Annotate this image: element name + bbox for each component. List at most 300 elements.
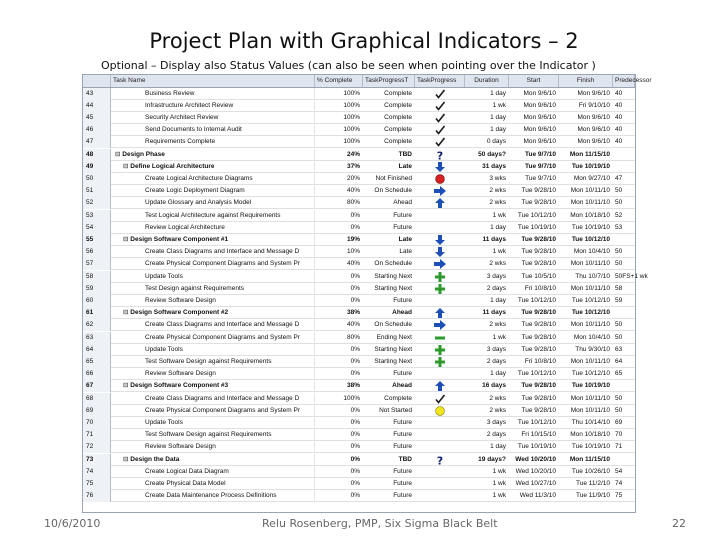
finish-date: Mon 10/11/10 <box>570 406 610 414</box>
collapse-toggle[interactable]: ⊟ <box>123 162 131 170</box>
row-id[interactable]: 73 <box>83 454 111 466</box>
pct-complete: 0% <box>350 467 360 475</box>
start-date: Tue 10/19/10 <box>517 223 556 231</box>
task-name: Create Class Diagrams and Interface and Message D <box>145 321 300 329</box>
plus-icon <box>415 271 465 283</box>
pct-complete: 0% <box>350 272 360 280</box>
duration: 2 wks <box>489 199 506 207</box>
status-text: Starting Next <box>374 272 412 280</box>
pct-complete: 37% <box>346 162 360 170</box>
task-name-cell[interactable] <box>111 283 315 295</box>
row-id[interactable]: 47 <box>83 136 111 148</box>
check-icon <box>415 88 465 100</box>
start-date: Tue 9/28/10 <box>521 260 556 268</box>
row-id[interactable]: 71 <box>83 429 111 441</box>
row-id[interactable]: 67 <box>83 380 111 392</box>
task-name-cell[interactable] <box>111 478 315 490</box>
task-name-cell[interactable] <box>111 234 315 246</box>
status-text: Ahead <box>392 382 412 390</box>
finish-date: Tue 10/19/10 <box>571 223 610 231</box>
status-text: On Schedule <box>374 260 412 268</box>
status-text: Complete <box>384 113 412 121</box>
row-id[interactable]: 55 <box>83 234 111 246</box>
down-arrow-icon <box>415 246 465 258</box>
row-id[interactable]: 51 <box>83 185 111 197</box>
pct-complete: 0% <box>350 345 360 353</box>
pct-complete: 0% <box>350 455 360 463</box>
summary-task-row[interactable] <box>83 307 635 319</box>
predecessor: 50FS+1 wk <box>615 272 648 280</box>
task-name: Design the Data <box>130 455 180 463</box>
task-row[interactable] <box>83 258 635 270</box>
status-text: Late <box>399 248 412 256</box>
summary-task-row[interactable] <box>83 454 635 466</box>
task-row[interactable] <box>83 271 648 283</box>
task-name: Update Tools <box>145 418 183 426</box>
duration: 1 wk <box>492 248 506 256</box>
start-date: Tue 9/7/10 <box>525 162 556 170</box>
status-text: Complete <box>384 101 412 109</box>
header-task-name[interactable]: Task Name <box>111 75 315 87</box>
right-arrow-icon <box>415 258 465 270</box>
task-row[interactable] <box>83 185 635 197</box>
slide-subtitle: Optional – Display also Status Values (can also be seen when pointing over the Indicator ) <box>101 59 596 72</box>
status-text: Starting Next <box>374 345 412 353</box>
task-name: Design Software Component #3 <box>130 382 229 390</box>
finish-date: Tue 10/19/10 <box>571 443 610 451</box>
summary-task-row[interactable] <box>83 234 635 246</box>
start-date: Tue 9/7/10 <box>525 174 556 182</box>
finish-date: Tue 10/19/10 <box>571 162 610 170</box>
finish-date: Mon 10/18/10 <box>570 211 610 219</box>
pct-complete: 0% <box>350 406 360 414</box>
task-name-cell[interactable] <box>111 197 315 209</box>
start-date: Mon 9/6/10 <box>523 113 556 121</box>
task-name-cell[interactable] <box>111 307 315 319</box>
row-id[interactable]: 60 <box>83 295 111 307</box>
pct-complete: 0% <box>350 443 360 451</box>
row-id[interactable]: 56 <box>83 246 111 258</box>
task-row[interactable] <box>83 356 635 368</box>
row-id[interactable]: 57 <box>83 258 111 270</box>
task-name: Create Logical Data Diagram <box>145 467 229 475</box>
start-date: Mon 9/6/10 <box>523 126 556 134</box>
row-id[interactable]: 61 <box>83 307 111 319</box>
up-arrow-icon <box>415 307 465 319</box>
svg-text:?: ? <box>436 454 444 467</box>
task-name-cell[interactable] <box>111 136 315 148</box>
finish-date: Mon 10/11/10 <box>570 187 610 195</box>
predecessor: 50 <box>615 248 623 256</box>
header-task-progress[interactable]: TaskProgress <box>415 75 465 87</box>
pct-complete: 0% <box>350 370 360 378</box>
duration: 3 days <box>486 345 506 353</box>
task-name-cell[interactable] <box>111 173 315 185</box>
task-name-cell[interactable] <box>111 393 315 405</box>
task-row[interactable] <box>83 478 635 490</box>
row-id[interactable]: 46 <box>83 124 111 136</box>
row-id[interactable]: 52 <box>83 197 111 209</box>
task-row[interactable] <box>83 222 635 234</box>
row-id[interactable]: 75 <box>83 478 111 490</box>
empty-indicator <box>415 429 465 441</box>
task-row[interactable] <box>83 246 635 258</box>
footer-date: 10/6/2010 <box>44 517 101 530</box>
duration: 11 days <box>482 309 506 317</box>
duration: 0 days <box>486 138 506 146</box>
task-row[interactable] <box>83 88 635 100</box>
task-row[interactable] <box>83 283 635 295</box>
predecessor: 40 <box>615 138 623 146</box>
predecessor: 59 <box>615 296 623 304</box>
status-text: TBD <box>398 150 412 158</box>
start-date: Tue 9/28/10 <box>521 333 556 341</box>
duration: 3 days <box>486 272 506 280</box>
task-name-cell[interactable] <box>111 417 315 429</box>
empty-indicator <box>415 490 465 502</box>
task-name: Create Physical Component Diagrams and System Pr <box>145 406 300 414</box>
pct-complete: 0% <box>350 357 360 365</box>
status-text: Late <box>398 162 412 170</box>
status-text: Future <box>393 467 412 475</box>
start-date: Wed 10/20/10 <box>515 467 556 475</box>
start-date: Fri 10/8/10 <box>524 357 556 365</box>
task-name-cell[interactable] <box>111 380 315 392</box>
task-name-cell[interactable] <box>111 466 315 478</box>
finish-date: Mon 9/27/10 <box>573 174 610 182</box>
start-date: Mon 9/6/10 <box>523 89 556 97</box>
header-finish[interactable]: Finish <box>559 75 613 87</box>
task-row[interactable] <box>83 490 635 502</box>
row-id[interactable]: 63 <box>83 332 111 344</box>
finish-date: Mon 10/4/10 <box>573 248 610 256</box>
duration: 1 wk <box>492 479 506 487</box>
predecessor: 58 <box>615 284 623 292</box>
task-row[interactable] <box>83 295 635 307</box>
finish-date: Mon 9/6/10 <box>577 113 610 121</box>
duration: 1 wk <box>492 101 506 109</box>
predecessor: 50 <box>615 199 623 207</box>
status-text: Starting Next <box>374 357 412 365</box>
finish-date: Thu 10/14/10 <box>571 418 610 426</box>
task-name-cell[interactable] <box>111 429 315 441</box>
summary-task-row[interactable] <box>83 161 635 173</box>
task-name: Create Data Maintenance Process Definitions <box>145 492 277 500</box>
predecessor: 54 <box>615 467 623 475</box>
pct-complete: 10% <box>346 248 360 256</box>
finish-date: Tue 10/12/10 <box>571 235 610 243</box>
collapse-toggle[interactable]: ⊟ <box>123 455 131 463</box>
task-row[interactable] <box>83 100 635 112</box>
task-row[interactable] <box>83 344 635 356</box>
task-name-cell[interactable] <box>111 295 315 307</box>
task-name-cell[interactable] <box>111 88 315 100</box>
task-name: Design Software Component #1 <box>130 235 229 243</box>
row-id[interactable]: 64 <box>83 344 111 356</box>
svg-text:?: ? <box>436 149 444 162</box>
pct-complete: 38% <box>346 382 360 390</box>
pct-complete: 40% <box>346 321 360 329</box>
row-id[interactable]: 69 <box>83 405 111 417</box>
empty-indicator <box>415 368 465 380</box>
row-id[interactable]: 66 <box>83 368 111 380</box>
pct-complete: 100% <box>343 126 360 134</box>
check-icon <box>415 124 465 136</box>
predecessor <box>614 161 635 173</box>
finish-date: Thu 10/7/10 <box>575 272 610 280</box>
check-icon <box>415 136 465 148</box>
pct-complete: 40% <box>346 260 360 268</box>
header-start[interactable]: Start <box>509 75 559 87</box>
pct-complete: 100% <box>343 394 360 402</box>
plus-icon <box>415 356 465 368</box>
task-name-cell[interactable] <box>111 161 315 173</box>
finish-date: Mon 10/11/10 <box>570 321 610 329</box>
task-name: Review Software Design <box>145 370 216 378</box>
empty-indicator <box>415 466 465 478</box>
task-name: Test Software Design against Requirements <box>145 357 272 365</box>
row-id[interactable]: 74 <box>83 466 111 478</box>
task-name: Infrastructure Architect Review <box>145 101 234 109</box>
task-name-cell[interactable] <box>111 405 315 417</box>
finish-date: Mon 10/11/10 <box>570 394 610 402</box>
status-text: Complete <box>384 138 412 146</box>
start-date: Tue 9/28/10 <box>521 406 556 414</box>
row-id[interactable]: 59 <box>83 283 111 295</box>
task-name: Create Logical Architecture Diagrams <box>145 174 253 182</box>
pct-complete: 24% <box>346 150 360 158</box>
status-text: Late <box>398 235 412 243</box>
task-name-cell[interactable] <box>111 100 315 112</box>
pct-complete: 0% <box>350 431 360 439</box>
pct-complete: 19% <box>346 235 360 243</box>
status-text: Future <box>393 370 412 378</box>
collapse-toggle[interactable]: ⊟ <box>123 235 131 243</box>
row-id[interactable]: 49 <box>83 161 111 173</box>
pct-complete: 0% <box>350 296 360 304</box>
header-pct-complete[interactable]: % Complete <box>315 75 363 87</box>
task-row[interactable] <box>83 417 635 429</box>
task-row[interactable] <box>83 466 635 478</box>
task-row[interactable] <box>83 210 635 222</box>
right-arrow-icon <box>415 185 465 197</box>
task-row[interactable] <box>83 429 635 441</box>
start-date: Tue 10/12/10 <box>517 296 556 304</box>
yellow-circle-icon <box>415 405 465 417</box>
task-name: Update Tools <box>145 272 183 280</box>
row-id[interactable]: 43 <box>83 88 111 100</box>
task-name: Requirements Complete <box>145 138 216 146</box>
duration: 2 days <box>486 431 506 439</box>
status-text: Future <box>393 296 412 304</box>
predecessor: 70 <box>615 431 623 439</box>
predecessor: 50 <box>615 321 623 329</box>
summary-task-row[interactable] <box>83 149 635 161</box>
row-id[interactable]: 50 <box>83 173 111 185</box>
predecessor: 63 <box>615 345 623 353</box>
predecessor: 75 <box>615 492 623 500</box>
start-date: Tue 9/28/10 <box>521 382 556 390</box>
row-id[interactable]: 65 <box>83 356 111 368</box>
start-date: Wed 10/27/10 <box>515 479 556 487</box>
status-text: On Schedule <box>374 187 412 195</box>
pct-complete: 100% <box>343 113 360 121</box>
task-name-cell[interactable] <box>111 149 315 161</box>
duration: 19 days? <box>478 455 506 463</box>
task-name-cell[interactable] <box>111 344 315 356</box>
task-name-cell[interactable] <box>111 490 315 502</box>
right-arrow-icon <box>415 319 465 331</box>
pct-complete: 100% <box>343 138 360 146</box>
status-text: Future <box>393 479 412 487</box>
task-name: Create Physical Component Diagrams and System Pr <box>145 333 300 341</box>
start-date: Wed 10/20/10 <box>515 455 556 463</box>
row-id[interactable]: 53 <box>83 210 111 222</box>
start-date: Tue 10/12/10 <box>517 211 556 219</box>
collapse-toggle[interactable]: ⊟ <box>115 150 123 158</box>
task-name: Update Tools <box>145 345 183 353</box>
start-date: Fri 10/15/10 <box>521 431 556 439</box>
finish-date: Tue 10/12/10 <box>571 309 610 317</box>
summary-task-row[interactable] <box>83 380 635 392</box>
task-name-cell[interactable] <box>111 332 315 344</box>
project-grid[interactable] <box>82 74 652 513</box>
task-name: Send Documents to Internal Audit <box>145 126 242 134</box>
task-name-cell[interactable] <box>111 368 315 380</box>
task-row[interactable] <box>83 405 635 417</box>
task-row[interactable] <box>83 332 635 344</box>
plus-icon <box>415 344 465 356</box>
row-id[interactable]: 72 <box>83 441 111 453</box>
task-name-cell[interactable] <box>111 124 315 136</box>
predecessor: 50 <box>615 187 623 195</box>
task-name-cell[interactable] <box>111 222 315 234</box>
start-date: Tue 9/28/10 <box>521 394 556 402</box>
task-row[interactable] <box>83 124 635 136</box>
task-name-cell[interactable] <box>111 319 315 331</box>
task-name-cell[interactable] <box>111 112 315 124</box>
task-name-cell[interactable] <box>111 441 315 453</box>
duration: 1 day <box>490 126 506 134</box>
empty-indicator <box>415 478 465 490</box>
predecessor <box>614 380 635 392</box>
pct-complete: 0% <box>350 418 360 426</box>
task-name-cell[interactable] <box>111 185 315 197</box>
status-text: Future <box>393 492 412 500</box>
predecessor: 64 <box>615 357 623 365</box>
finish-date: Mon 10/18/10 <box>570 431 610 439</box>
task-name: Update Glossary and Analysis Model <box>145 199 252 207</box>
finish-date: Fri 9/10/10 <box>578 101 610 109</box>
duration: 1 wk <box>492 492 506 500</box>
empty-indicator <box>415 222 465 234</box>
task-name: Review Software Design <box>145 443 216 451</box>
start-date: Mon 9/6/10 <box>523 138 556 146</box>
task-name: Define Logical Architecture <box>130 162 215 170</box>
duration: 1 day <box>490 370 506 378</box>
row-id[interactable]: 44 <box>83 100 111 112</box>
pct-complete: 100% <box>343 101 360 109</box>
finish-date: Mon 10/4/10 <box>573 333 610 341</box>
task-name-cell[interactable] <box>111 454 315 466</box>
start-date: Tue 9/28/10 <box>521 345 556 353</box>
status-text: Complete <box>384 89 412 97</box>
task-row[interactable] <box>83 319 635 331</box>
status-text: Complete <box>384 394 412 402</box>
collapse-toggle[interactable]: ⊟ <box>123 309 131 317</box>
pct-complete: 20% <box>346 174 360 182</box>
task-row[interactable] <box>83 393 635 405</box>
task-row[interactable] <box>83 441 635 453</box>
task-row[interactable] <box>83 197 635 209</box>
up-arrow-icon <box>415 380 465 392</box>
task-name: Design Software Component #2 <box>130 309 229 317</box>
finish-date: Tue 11/9/10 <box>576 492 610 500</box>
status-text: Future <box>393 431 412 439</box>
predecessor <box>614 307 635 319</box>
task-name-cell[interactable] <box>111 271 315 283</box>
row-id[interactable]: 45 <box>83 112 111 124</box>
row-id[interactable]: 48 <box>83 149 111 161</box>
header-rowid <box>83 75 111 87</box>
down-arrow-icon <box>415 161 465 173</box>
start-date: Tue 10/5/10 <box>521 272 556 280</box>
pct-complete: 100% <box>343 89 360 97</box>
predecessor: 50 <box>615 333 623 341</box>
header-predecessor[interactable]: Predecessor <box>613 75 635 87</box>
finish-date: Mon 10/11/10 <box>570 199 610 207</box>
pct-complete: 0% <box>350 492 360 500</box>
finish-date: Tue 10/12/10 <box>571 370 610 378</box>
status-text: Not Finished <box>375 174 412 182</box>
status-text: Not Started <box>379 406 412 414</box>
row-id[interactable]: 62 <box>83 319 111 331</box>
duration: 11 days <box>482 235 506 243</box>
header-task-progress-text[interactable]: TaskProgressT <box>363 75 415 87</box>
status-text: On Schedule <box>374 321 412 329</box>
status-text: Ahead <box>392 309 412 317</box>
task-name: Test Logical Architecture against Requirements <box>145 211 281 219</box>
duration: 1 wk <box>492 211 506 219</box>
task-row[interactable] <box>83 173 635 185</box>
task-name-cell[interactable] <box>111 246 315 258</box>
task-name: Design Phase <box>122 150 165 158</box>
row-id[interactable]: 76 <box>83 490 111 502</box>
duration: 1 day <box>490 113 506 121</box>
predecessor: 52 <box>615 211 623 219</box>
row-id[interactable]: 58 <box>83 271 111 283</box>
predecessor <box>614 454 635 466</box>
task-name: Security Architect Review <box>145 113 219 121</box>
collapse-toggle[interactable]: ⊟ <box>123 382 131 390</box>
task-row[interactable] <box>83 112 635 124</box>
predecessor: 69 <box>615 418 623 426</box>
row-id[interactable]: 68 <box>83 393 111 405</box>
task-name-cell[interactable] <box>111 258 315 270</box>
task-name-cell[interactable] <box>111 210 315 222</box>
header-duration[interactable]: Duration <box>465 75 509 87</box>
predecessor: 40 <box>615 113 623 121</box>
task-name-cell[interactable] <box>111 356 315 368</box>
finish-date: Mon 10/11/10 <box>570 284 610 292</box>
task-row[interactable] <box>83 368 635 380</box>
row-id[interactable]: 70 <box>83 417 111 429</box>
row-id[interactable]: 54 <box>83 222 111 234</box>
check-icon <box>415 100 465 112</box>
task-row[interactable] <box>83 136 635 148</box>
pct-complete: 80% <box>346 199 360 207</box>
start-date: Tue 10/12/10 <box>517 418 556 426</box>
